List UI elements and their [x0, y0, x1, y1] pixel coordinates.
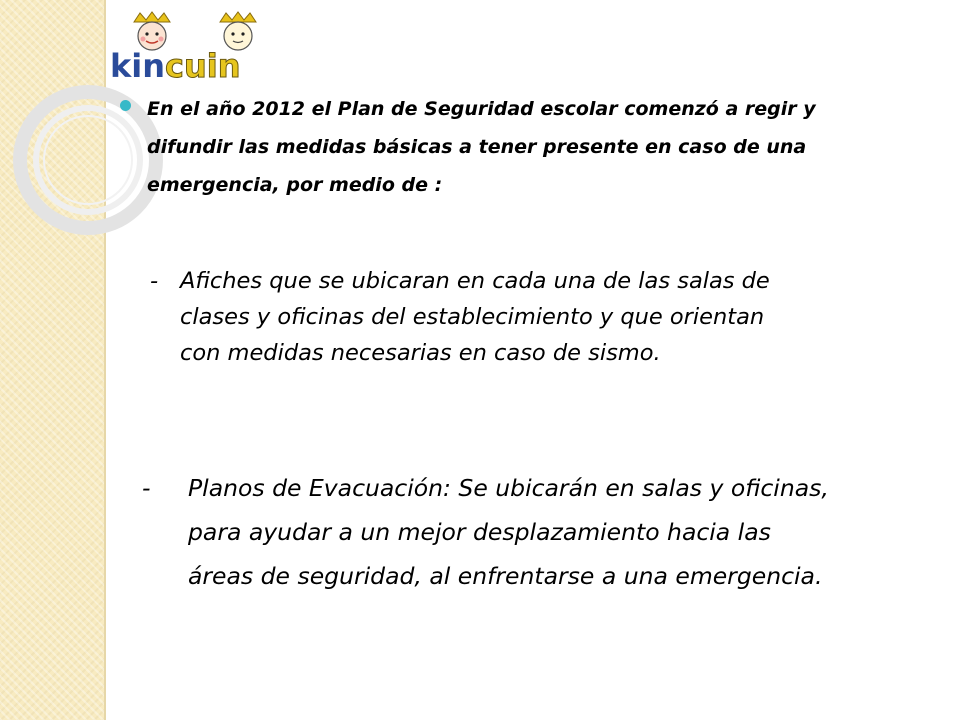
bullet-dot-icon: [120, 100, 131, 111]
list-item-line: áreas de seguridad, al enfrentarse a una emergencia.: [188, 562, 823, 590]
list-item-line: con medidas necesarias en caso de sismo.: [180, 340, 661, 366]
list-item-dash: -: [142, 474, 151, 502]
list-item-afiches: [150, 263, 920, 371]
bullet-text: En el año 2012 el Plan de Seguridad escolar comenzó a regir y difundir las medidas básicas a tener presente en caso de una emergencia, por medio de :: [147, 98, 816, 196]
list-item-line: clases y oficinas del establecimiento y que orientan: [180, 304, 765, 330]
list-item-dash: -: [150, 268, 159, 294]
logo-word-kin: kin: [110, 47, 166, 85]
bullet-paragraph: [120, 90, 920, 204]
list-item-line: Planos de Evacuación: Se ubicarán en salas y oficinas,: [188, 474, 829, 502]
kincuin-logo: [108, 10, 288, 85]
logo-word-cuin: cuin: [165, 47, 241, 85]
logo-wordmark: [110, 47, 241, 85]
list-item-planos: [142, 466, 942, 598]
list-item-line: Afiches que se ubicaran en cada una de las salas de: [180, 268, 770, 294]
list-item-line: para ayudar a un mejor desplazamiento hacia las: [188, 518, 771, 546]
